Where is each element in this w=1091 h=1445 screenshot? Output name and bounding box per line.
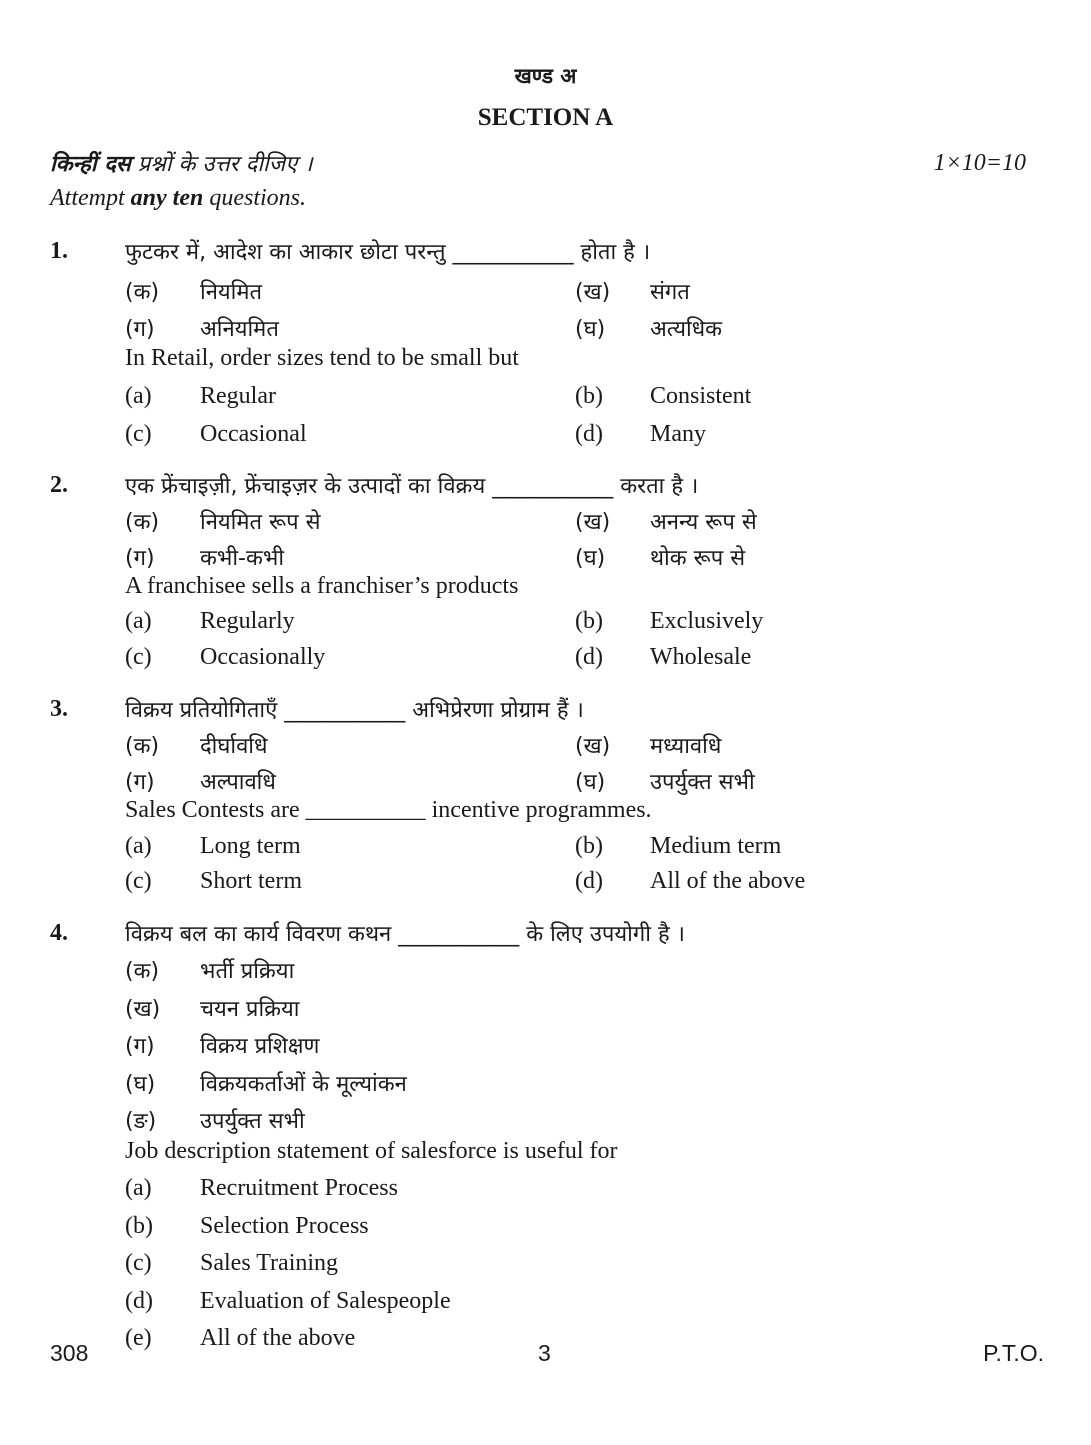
option-text: अनन्य रूप से [650,510,757,535]
option-text: विक्रय प्रशिक्षण [200,1034,320,1059]
pto-label: P.T.O. [983,1340,1044,1366]
option-text: संगत [650,280,690,305]
option-label: (a) [125,1175,152,1201]
option-label: (ख) [575,280,611,305]
paper-code: 308 [50,1340,89,1366]
option-label: (d) [575,868,603,894]
option-text: Regularly [200,608,295,634]
option-text: अत्यधिक [650,317,723,342]
instruction-english-bold: any ten [130,185,204,211]
question-number: 3. [50,696,68,722]
option-text: उपर्युक्त सभी [200,1109,305,1134]
option-text: मध्यावधि [650,734,722,759]
question-text-hindi: फुटकर में, आदेश का आकार छोटा परन्तु ___________ होता है । [125,240,651,265]
question-text-english: Job description statement of salesforce is useful for [125,1138,618,1164]
option-label: (a) [125,383,152,409]
option-text: Long term [200,833,301,859]
option-label: (a) [125,833,152,859]
option-label: (ख) [575,734,611,759]
option-label: (क) [125,959,160,984]
option-label: (b) [575,833,603,859]
option-label: (d) [125,1288,153,1314]
instruction-english [50,185,306,212]
option-text: Occasional [200,421,307,447]
option-text: नियमित रूप से [200,510,321,535]
question-text-english: A franchisee sells a franchiser’s products [125,573,519,599]
question-text-hindi: एक फ्रेंचाइज़ी, फ्रेंचाइज़र के उत्पादों का विक्रय ___________ करता है । [125,474,699,499]
option-text: अनियमित [200,317,279,342]
option-label: (c) [125,421,152,447]
option-text: Wholesale [650,644,752,670]
option-text: थोक रूप से [650,546,746,571]
option-label: (d) [575,644,603,670]
question-number: 2. [50,472,68,498]
option-text: All of the above [200,1325,356,1351]
option-text: Recruitment Process [200,1175,398,1201]
instruction-english-post: questions. [203,185,306,211]
option-label: (ग) [125,770,155,795]
option-label: (b) [125,1213,153,1239]
option-label: (क) [125,734,160,759]
marks: 1×10=10 [933,150,1026,176]
option-text: अल्पावधि [200,770,276,795]
option-label: (ग) [125,1034,155,1059]
option-text: Medium term [650,833,782,859]
option-label: (ग) [125,317,155,342]
option-text: Short term [200,868,302,894]
question-number: 1. [50,238,68,264]
question-text-english: Sales Contests are __________ incentive programmes. [125,797,652,823]
option-text: All of the above [650,868,806,894]
option-text: Occasionally [200,644,326,670]
option-text: विक्रयकर्ताओं के मूल्यांकन [200,1072,407,1097]
option-text: चयन प्रक्रिया [200,997,300,1022]
option-text: भर्ती प्रक्रिया [200,959,295,984]
option-label: (घ) [575,546,606,571]
instruction-hindi-rest: प्रश्नों के उत्तर दीजिए । [130,152,313,177]
instruction-hindi [50,148,313,178]
instruction-english-pre: Attempt [50,185,131,211]
option-text: Consistent [650,383,752,409]
option-label: (b) [575,608,603,634]
option-label: (क) [125,280,160,305]
option-text: Many [650,421,706,447]
instruction-hindi-bold: किन्हीं दस [50,152,131,177]
option-label: (घ) [125,1072,156,1097]
option-text: दीर्घावधि [200,734,268,759]
option-label: (c) [125,1250,152,1276]
option-label: (ख) [125,997,161,1022]
option-label: (क) [125,510,160,535]
option-label: (c) [125,868,152,894]
option-label: (ङ) [125,1109,157,1134]
question-text-hindi: विक्रय प्रतियोगिताएँ ___________ अभिप्रेरणा प्रोग्राम हैं । [125,698,584,723]
option-text: Selection Process [200,1213,369,1239]
option-label: (ग) [125,546,155,571]
option-label: (d) [575,421,603,447]
question-text-hindi: विक्रय बल का कार्य विवरण कथन ___________ के लिए उपयोगी है । [125,922,685,947]
option-text: नियमित [200,280,263,305]
option-text: Exclusively [650,608,764,634]
option-label: (c) [125,644,152,670]
section-title-english: SECTION A [477,104,614,131]
option-text: Evaluation of Salespeople [200,1288,451,1314]
question-text-english: In Retail, order sizes tend to be small but [125,345,519,371]
option-label: (घ) [575,770,606,795]
option-label: (e) [125,1325,152,1351]
option-label: (a) [125,608,152,634]
option-text: Sales Training [200,1250,339,1276]
section-title-hindi: खण्ड अ [514,64,577,88]
question-number: 4. [50,920,68,946]
option-text: Regular [200,383,276,409]
page-number: 3 [538,1340,551,1366]
option-text: उपर्युक्त सभी [650,770,755,795]
option-label: (b) [575,383,603,409]
option-label: (घ) [575,317,606,342]
option-label: (ख) [575,510,611,535]
option-text: कभी-कभी [200,546,285,571]
